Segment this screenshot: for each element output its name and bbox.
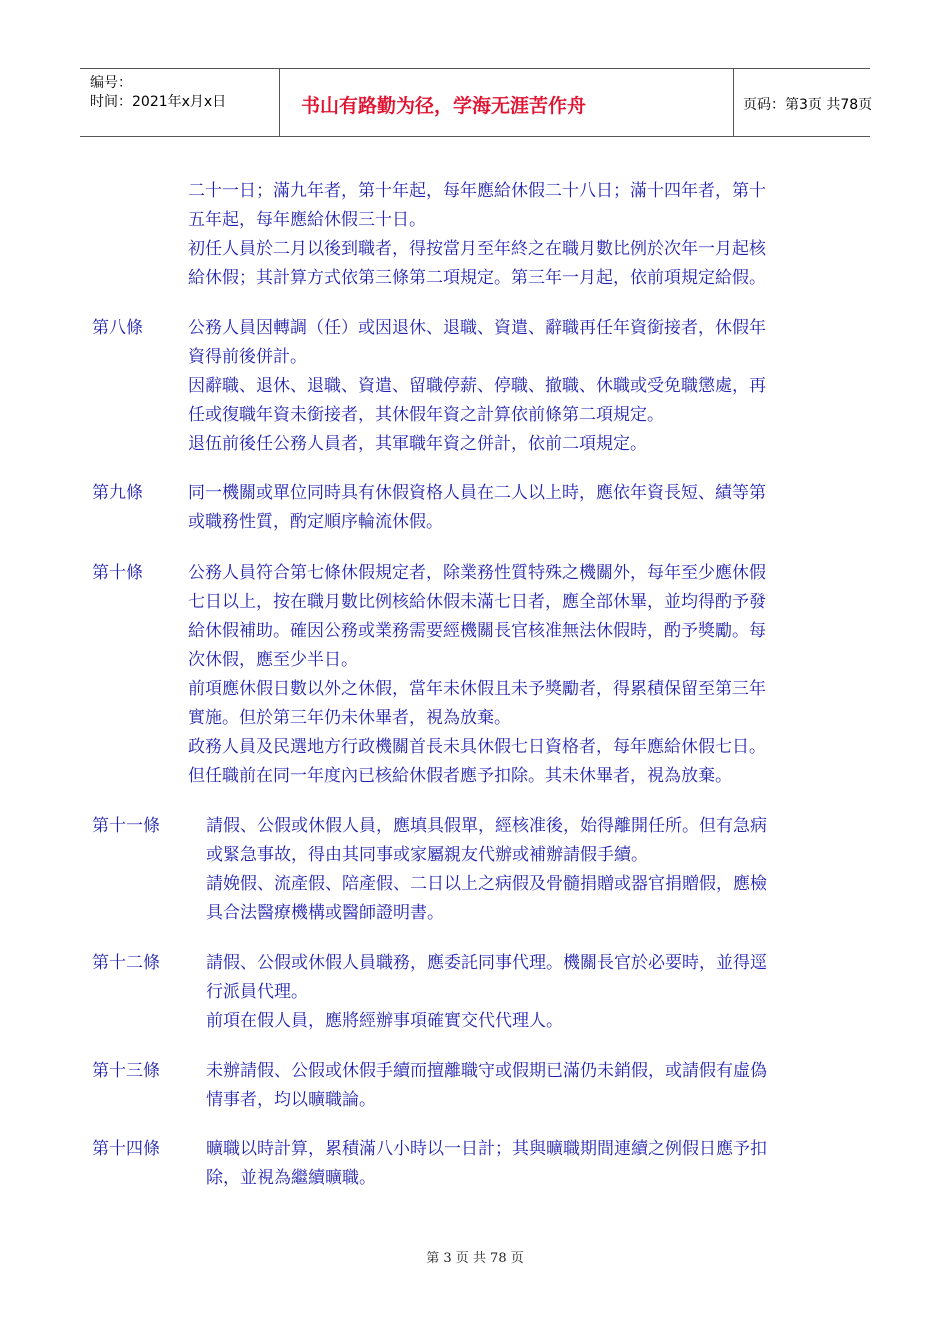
article-line: 但任職前在同一年度內已核給休假者應予扣除。其未休畢者，視為放棄。 xyxy=(188,766,732,786)
intro-line: 二十一日；滿九年者，第十年起，每年應給休假二十八日；滿十四年者，第十 xyxy=(188,181,766,201)
page-footer: 第 3 页 共 78 页 xyxy=(426,1251,524,1266)
article-line: 具合法醫療機構或醫師證明書。 xyxy=(206,903,444,923)
article-line: 公務人員因轉調（任）或因退休、退職、資遣、辭職再任年資銜接者，休假年 xyxy=(188,318,766,338)
article-line: 資得前後併計。 xyxy=(188,347,307,367)
article-line: 曠職以時計算，累積滿八小時以一日計；其與曠職期間連續之例假日應予扣 xyxy=(206,1139,767,1159)
article-line: 行派員代理。 xyxy=(206,982,308,1002)
article-line: 未辦請假、公假或休假手續而擅離職守或假期已滿仍未銷假，或請假有虛偽 xyxy=(206,1061,767,1081)
header-motto-cell xyxy=(279,69,734,136)
article-line: 除，並視為繼續曠職。 xyxy=(206,1168,376,1188)
article-line: 因辭職、退休、退職、資遣、留職停薪、停職、撤職、休職或受免職懲處，再 xyxy=(188,376,766,396)
page-header xyxy=(80,68,873,137)
header-page-cell xyxy=(733,69,873,136)
article-line: 退伍前後任公務人員者，其軍職年資之併計，依前二項規定。 xyxy=(188,434,647,454)
article-line: 情事者，均以曠職論。 xyxy=(206,1090,376,1110)
article-heading: 第十四條 xyxy=(92,1139,160,1159)
article-line: 請假、公假或休假人員職務，應委託同事代理。機關長官於必要時，並得逕 xyxy=(206,953,767,973)
intro-line: 五年起，每年應給休假三十日。 xyxy=(188,210,426,230)
article-heading: 第十二條 xyxy=(92,953,160,973)
article-line: 任或復職年資未銜接者，其休假年資之計算依前條第二項規定。 xyxy=(188,405,664,425)
document-date: 时间：2021年x月x日 xyxy=(90,94,227,110)
article-heading: 第十一條 xyxy=(92,816,160,836)
article-line: 或職務性質，酌定順序輪流休假。 xyxy=(188,512,443,532)
article-line: 給休假補助。確因公務或業務需要經機關長官核准無法休假時，酌予獎勵。每 xyxy=(188,621,766,641)
article-line: 同一機關或單位同時具有休假資格人員在二人以上時，應依年資長短、績等第 xyxy=(188,483,766,503)
article-heading: 第八條 xyxy=(92,318,143,338)
document-number-label: 编号： xyxy=(90,75,132,91)
article-line: 實施。但於第三年仍未休畢者，視為放棄。 xyxy=(188,708,511,728)
article-line: 或緊急事故，得由其同事或家屬親友代辦或補辦請假手續。 xyxy=(206,845,648,865)
article-line: 請假、公假或休假人員，應填具假單，經核准後，始得離開任所。但有急病 xyxy=(206,816,767,836)
header-meta-cell xyxy=(80,69,280,136)
motto: 书山有路勤为径，学海无涯苦作舟 xyxy=(301,95,587,117)
article-heading: 第十三條 xyxy=(92,1061,160,1081)
article-line: 次休假，應至少半日。 xyxy=(188,650,358,670)
article-line: 前項應休假日數以外之休假，當年未休假且未予獎勵者，得累積保留至第三年 xyxy=(188,679,766,699)
article-line: 政務人員及民選地方行政機關首長未具休假七日資格者，每年應給休假七日。 xyxy=(188,737,766,757)
article-line: 七日以上，按在職月數比例核給休假未滿七日者，應全部休畢，並均得酌予發 xyxy=(188,592,766,612)
article-heading: 第十條 xyxy=(92,563,143,583)
intro-line: 給休假；其計算方式依第三條第二項規定。第三年一月起，依前項規定給假。 xyxy=(188,268,766,288)
article-line: 請娩假、流產假、陪產假、二日以上之病假及骨髓捐贈或器官捐贈假，應檢 xyxy=(206,874,767,894)
header-page-info: 页码：第3页 共78页 xyxy=(743,97,873,113)
article-line: 前項在假人員，應將經辦事項確實交代代理人。 xyxy=(206,1011,563,1031)
intro-line: 初任人員於二月以後到職者，得按當月至年終之在職月數比例於次年一月起核 xyxy=(188,239,766,259)
article-heading: 第九條 xyxy=(92,483,143,503)
article-line: 公務人員符合第七條休假規定者，除業務性質特殊之機關外，每年至少應休假 xyxy=(188,563,766,583)
